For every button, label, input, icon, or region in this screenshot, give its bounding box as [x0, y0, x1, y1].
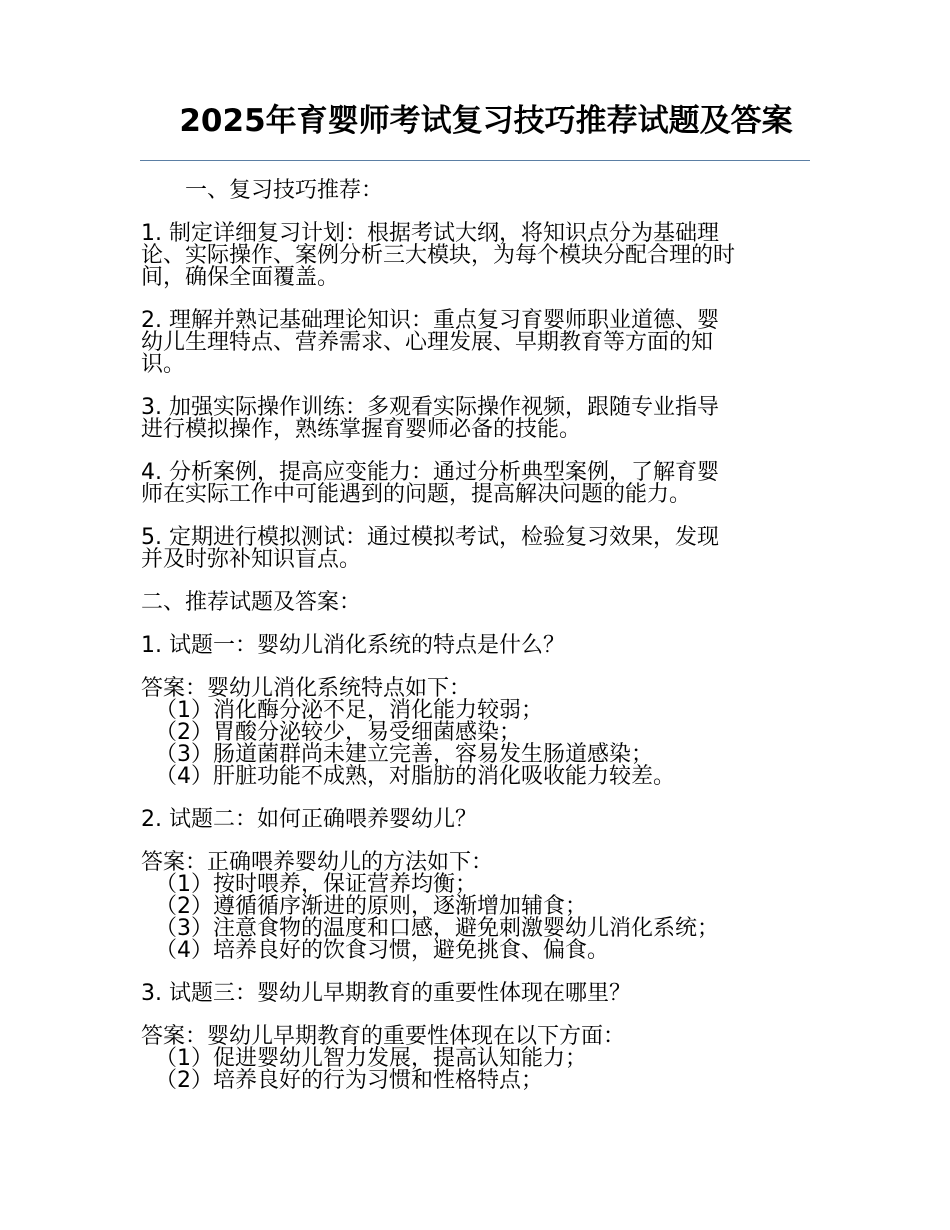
answer-item: （3）注意食物的温度和口感，避免刺激婴幼儿消化系统； [155, 916, 719, 941]
text-line: 进行模拟操作，熟练掌握育婴师必备的技能。 [141, 417, 582, 442]
text-line: 师在实际工作中可能遇到的问题，提高解决问题的能力。 [141, 482, 692, 507]
answer-item: （2）遵循循序渐进的原则，逐渐增加辅食； [155, 894, 587, 919]
answer-item: （2）胃酸分泌较少，易受细菌感染； [155, 720, 521, 745]
text-line: 4. 分析案例，提高应变能力：通过分析典型案例，了解育婴 [141, 460, 719, 485]
question: 3. 试题三：婴幼儿早期教育的重要性体现在哪里？ [141, 981, 631, 1006]
tip-paragraph [141, 397, 813, 441]
answer [141, 852, 813, 962]
tip-paragraph [141, 527, 813, 571]
answer [141, 678, 813, 788]
section-heading-questions: 二、推荐试题及答案： [141, 590, 362, 615]
tip-paragraph [141, 310, 813, 376]
answer-item: （4）肝脏功能不成熟，对脂肪的消化吸收能力较差。 [155, 764, 675, 789]
text-line: 并及时弥补知识盲点。 [141, 547, 362, 572]
tip-paragraph [141, 462, 813, 506]
document-title: 2025年育婴师考试复习技巧推荐试题及答案 [179, 103, 793, 139]
text-line: 2. 理解并熟记基础理论知识：重点复习育婴师职业道德、婴 [141, 308, 719, 333]
tip-paragraph [141, 223, 813, 289]
text-line: 3. 加强实际操作训练：多观看实际操作视频，跟随专业指导 [141, 395, 719, 420]
section-heading-tips: 一、复习技巧推荐： [185, 178, 384, 203]
answer-intro: 答案：婴幼儿消化系统特点如下： [141, 676, 472, 701]
question: 1. 试题一：婴幼儿消化系统的特点是什么？ [141, 633, 565, 658]
answer-intro: 答案：婴幼儿早期教育的重要性体现在以下方面： [141, 1024, 626, 1049]
text-line: 论、实际操作、案例分析三大模块，为每个模块分配合理的时 [141, 243, 736, 268]
answer-item: （1）按时喂养，保证营养均衡； [155, 872, 477, 897]
text-line: 幼儿生理特点、营养需求、心理发展、早期教育等方面的知 [141, 330, 714, 355]
text-line: 间，确保全面覆盖。 [141, 265, 340, 290]
document-body [141, 180, 813, 1113]
title-underline [140, 160, 810, 161]
answer-item: （4）培养良好的饮食习惯，避免挑食、偏食。 [155, 938, 609, 963]
answer-item: （3）肠道菌群尚未建立完善，容易发生肠道感染； [155, 742, 653, 767]
answer-item: （1）促进婴幼儿智力发展，提高认知能力； [155, 1046, 587, 1071]
answer-intro: 答案：正确喂养婴幼儿的方法如下： [141, 850, 494, 875]
answer-item: （2）培养良好的行为习惯和性格特点； [155, 1068, 543, 1093]
text-line: 1. 制定详细复习计划：根据考试大纲，将知识点分为基础理 [141, 221, 719, 246]
text-line: 识。 [141, 352, 186, 377]
answer-item: （1）消化酶分泌不足，消化能力较弱； [155, 698, 543, 723]
question: 2. 试题二：如何正确喂养婴幼儿？ [141, 807, 477, 832]
text-line: 5. 定期进行模拟测试：通过模拟考试，检验复习效果，发现 [141, 525, 719, 550]
answer [141, 1026, 813, 1092]
